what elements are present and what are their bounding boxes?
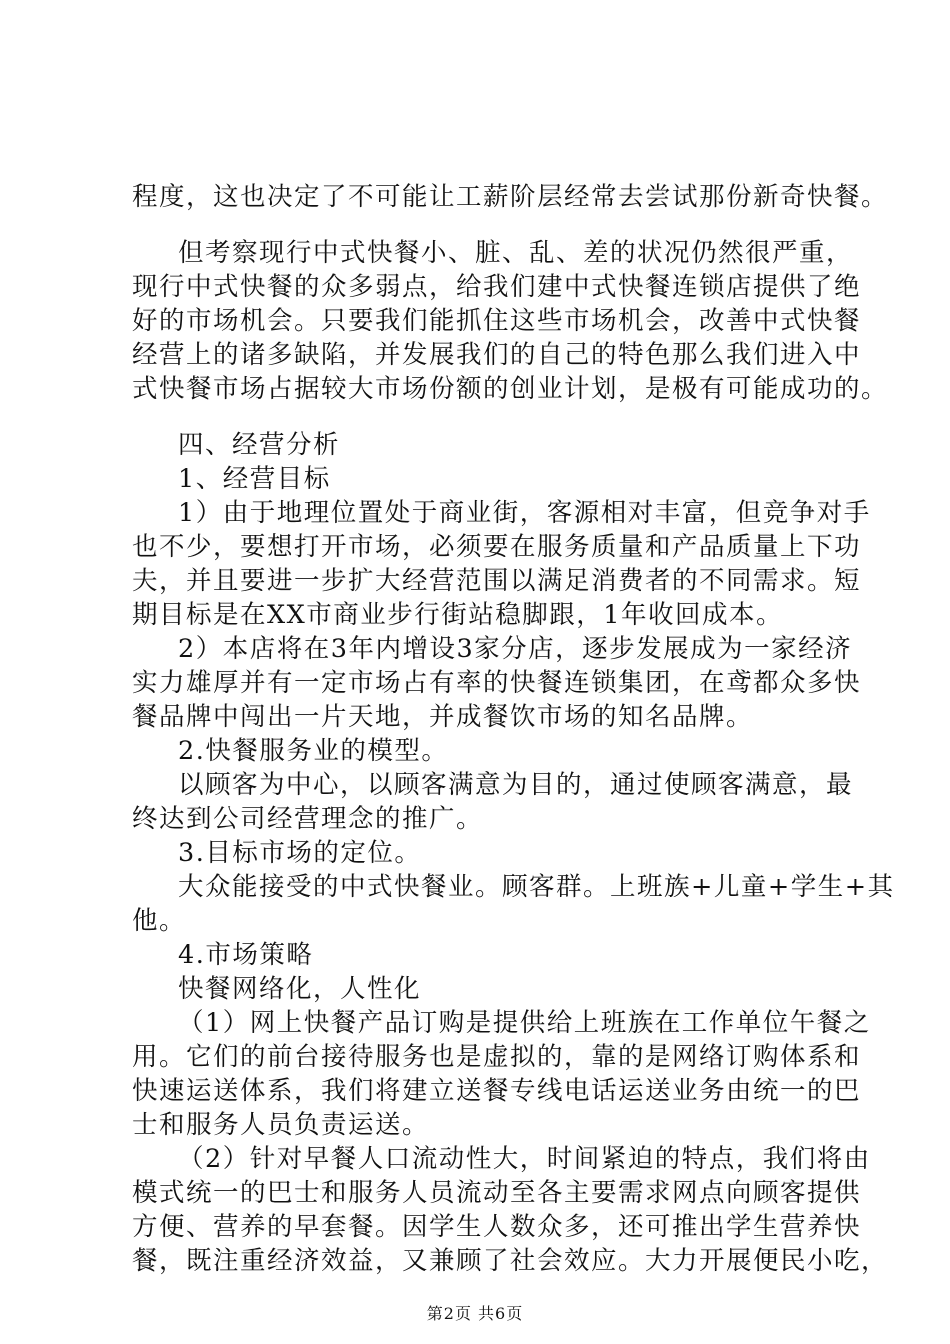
- subsection-heading: 4.市场策略: [178, 940, 314, 970]
- text-line: 程度，这也决定了不可能让工薪阶层经常去尝试那份新奇快餐。: [132, 182, 889, 212]
- text-line: （1）网上快餐产品订购是提供给上班族在工作单位午餐之: [178, 1008, 871, 1038]
- text-line: 经营上的诸多缺陷，并发展我们的自己的特色那么我们进入中: [132, 340, 862, 370]
- subsection-heading: 2.快餐服务业的模型。: [178, 736, 449, 766]
- text-line: 实力雄厚并有一定市场占有率的快餐连锁集团，在鸢都众多快: [132, 668, 862, 698]
- text-line: 大众能接受的中式快餐业。顾客群。上班族+儿童+学生+其: [178, 872, 895, 902]
- text-line: 期目标是在XX市商业步行街站稳脚跟，1年收回成本。: [132, 600, 784, 630]
- text-line: 他。: [132, 906, 187, 936]
- text-line: 以顾客为中心，以顾客满意为目的，通过使顾客满意，最: [178, 770, 854, 800]
- text-line: 但考察现行中式快餐小、脏、乱、差的状况仍然很严重，: [178, 238, 854, 268]
- text-line: 士和服务人员负责运送。: [132, 1110, 430, 1140]
- text-line: 2）本店将在3年内增设3家分店，逐步发展成为一家经济: [178, 634, 853, 664]
- text-line: 餐品牌中闯出一片天地，并成餐饮市场的知名品牌。: [132, 702, 754, 732]
- text-line: 模式统一的巴士和服务人员流动至各主要需求网点向顾客提供: [132, 1178, 862, 1208]
- text-line: 快速运送体系，我们将建立送餐专线电话运送业务由统一的巴: [132, 1076, 862, 1106]
- text-line: 快餐网络化，人性化: [178, 974, 422, 1004]
- text-line: （2）针对早餐人口流动性大，时间紧迫的特点，我们将由: [178, 1144, 871, 1174]
- text-line: 用。它们的前台接待服务也是虚拟的，靠的是网络订购体系和: [132, 1042, 862, 1072]
- text-line: 式快餐市场占据较大市场份额的创业计划，是极有可能成功的。: [132, 374, 889, 404]
- text-line: 方便、营养的早套餐。因学生人数众多，还可推出学生营养快: [132, 1212, 862, 1242]
- text-line: 终达到公司经营理念的推广。: [132, 804, 484, 834]
- subsection-heading: 3.目标市场的定位。: [178, 838, 422, 868]
- section-heading: 四、经营分析: [178, 430, 341, 460]
- page-footer: 第2页 共6页: [426, 1304, 524, 1323]
- subsection-heading: 1、经营目标: [178, 464, 331, 494]
- text-line: 好的市场机会。只要我们能抓住这些市场机会，改善中式快餐: [132, 306, 862, 336]
- text-line: 也不少，要想打开市场，必须要在服务质量和产品质量上下功: [132, 532, 862, 562]
- text-line: 夫，并且要进一步扩大经营范围以满足消费者的不同需求。短: [132, 566, 862, 596]
- text-line: 现行中式快餐的众多弱点，给我们建中式快餐连锁店提供了绝: [132, 272, 862, 302]
- text-line: 餐，既注重经济效益，又兼顾了社会效应。大力开展便民小吃，: [132, 1246, 889, 1276]
- text-line: 1）由于地理位置处于商业街，客源相对丰富，但竞争对手: [178, 498, 871, 528]
